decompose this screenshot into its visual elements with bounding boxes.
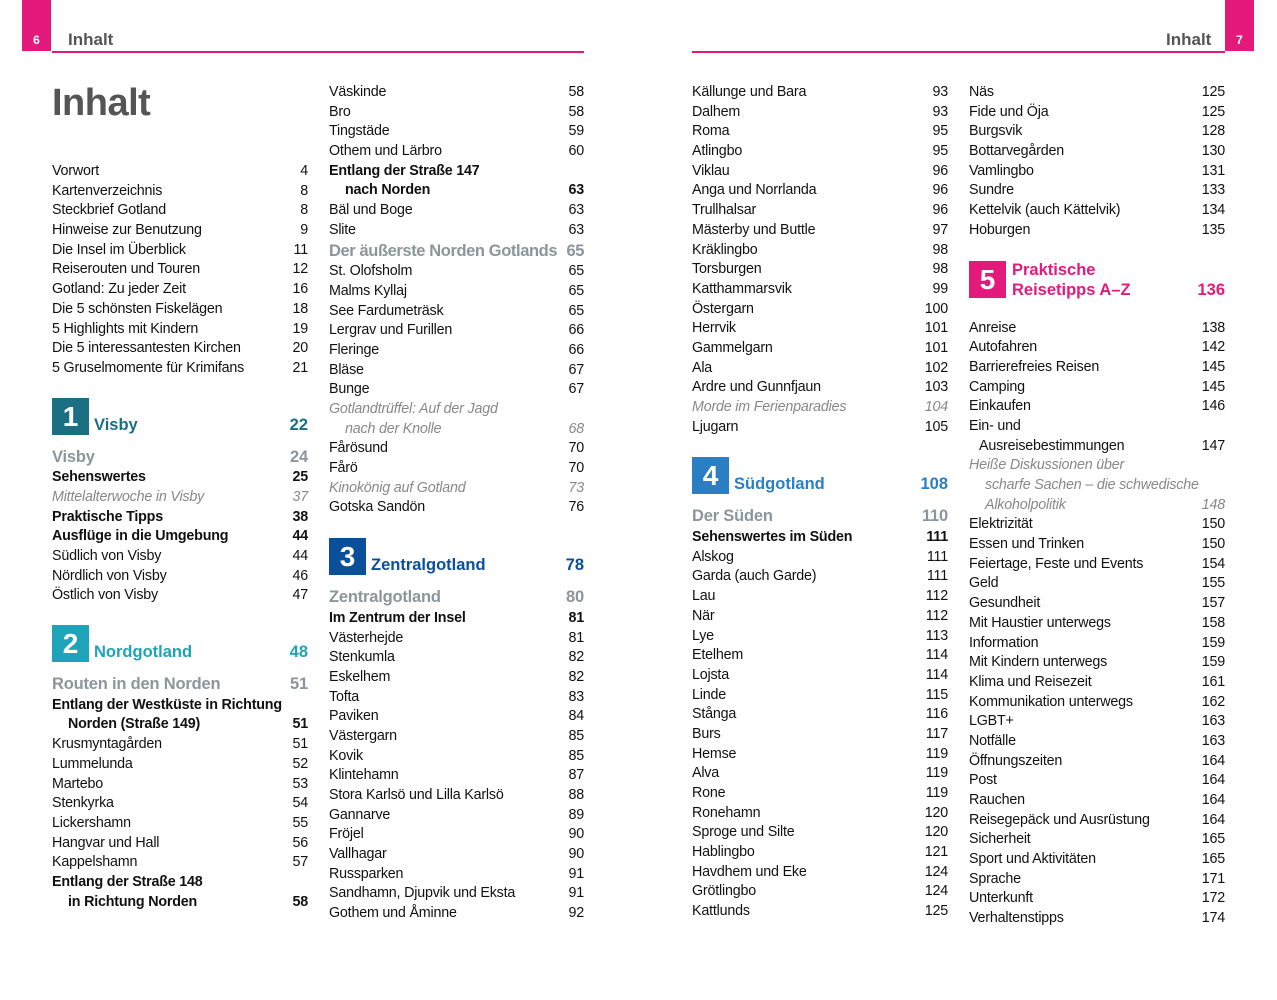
chapter-2-heading[interactable] — [52, 623, 308, 662]
toc-entry[interactable]: Reiserouten und Touren 12 — [52, 261, 308, 278]
toc-entry[interactable]: Feiertage, Feste und Events 154 — [969, 555, 1225, 572]
toc-entry[interactable]: Stenkumla 82 — [329, 649, 584, 666]
chapter-1-heading[interactable] — [52, 396, 308, 435]
toc-entry[interactable]: Havdhem und Eke 124 — [692, 863, 948, 880]
toc-entry[interactable]: Bunge 67 — [329, 381, 584, 398]
chapter-3-page: 78 — [565, 556, 584, 575]
toc-entry[interactable]: St. Olofsholm 65 — [329, 263, 584, 280]
right-page-number-tab — [1225, 0, 1254, 51]
toc-column-3 — [692, 83, 948, 922]
toc-entry[interactable]: in Richtung Norden 58 — [68, 893, 308, 910]
toc-feature-entry[interactable]: Morde im Ferienparadies 104 — [692, 399, 948, 415]
toc-entry[interactable]: Krusmyntagården 51 — [52, 736, 308, 753]
toc-entry[interactable]: Västerhejde 81 — [329, 629, 584, 646]
toc-entry[interactable]: Camping 145 — [969, 378, 1225, 395]
toc-entry[interactable]: Ardre und Gunnfjaun 103 — [692, 379, 948, 396]
toc-entry[interactable]: Othem und Lärbro 60 — [329, 143, 584, 160]
toc-entry[interactable]: Sundre 133 — [969, 182, 1225, 199]
toc-column-1 — [52, 162, 308, 912]
toc-entry[interactable]: Garda (auch Garde) 111 — [692, 568, 948, 585]
chapter-4-page: 108 — [920, 475, 948, 494]
toc-entry[interactable]: Ala 102 — [692, 359, 948, 376]
chapter-4-heading[interactable] — [692, 455, 948, 494]
toc-entry[interactable]: Mit Kindern unterwegs 159 — [969, 654, 1225, 671]
toc-entry[interactable]: Ljugarn 105 — [692, 418, 948, 435]
chapter-3-title: Zentralgotland — [371, 556, 486, 575]
toc-entry[interactable]: Barrierefreies Reisen 145 — [969, 358, 1225, 375]
toc-feature-entry[interactable]: Alkoholpolitik 148 — [985, 496, 1225, 513]
toc-entry[interactable]: Lye 113 — [692, 627, 948, 644]
chapter-5-title — [1012, 260, 1197, 300]
toc-entry[interactable]: Klima und Reisezeit 161 — [969, 673, 1225, 690]
toc-entry[interactable]: Lojsta 114 — [692, 666, 948, 683]
toc-entry[interactable]: Fröjel 90 — [329, 826, 584, 843]
toc-entry[interactable]: Östlich von Visby 47 — [52, 587, 308, 604]
toc-entry[interactable]: Ein- und — [969, 417, 1021, 434]
chapter-2-title: Nordgotland — [94, 643, 193, 662]
left-running-head: Inhalt — [68, 30, 114, 49]
region-heading-routen[interactable]: Routen in den Norden 51 — [52, 675, 308, 694]
toc-entry[interactable]: Atlingbo 95 — [692, 143, 948, 160]
toc-feature-entry[interactable]: scharfe Sachen – die schwedische — [985, 477, 1199, 493]
toc-entry[interactable]: Trullhalsar 96 — [692, 202, 948, 219]
toc-entry[interactable]: Hangvar und Hall 56 — [52, 834, 308, 851]
toc-entry[interactable]: Sehenswertes 25 — [52, 469, 308, 486]
toc-entry[interactable]: Elektrizität 150 — [969, 516, 1225, 533]
toc-entry[interactable]: Vamlingbo 131 — [969, 162, 1225, 179]
toc-entry[interactable]: Bro 58 — [329, 103, 584, 120]
toc-entry[interactable]: Kattlunds 125 — [692, 903, 948, 920]
toc-entry[interactable]: Norden (Straße 149) 51 — [68, 716, 308, 733]
toc-entry[interactable]: Dalhem 93 — [692, 103, 948, 120]
chapter-2-page: 48 — [289, 643, 308, 662]
toc-entry[interactable]: Notfälle 163 — [969, 732, 1225, 749]
toc-entry[interactable]: Hoburgen 135 — [969, 221, 1225, 238]
left-page-number-tab — [22, 0, 51, 51]
toc-entry[interactable]: Sport und Aktivitäten 165 — [969, 851, 1225, 868]
toc-entry[interactable]: Öffnungszeiten 164 — [969, 752, 1225, 769]
toc-entry[interactable]: Lau 112 — [692, 588, 948, 605]
toc-entry[interactable]: Die 5 schönsten Fiskelägen 18 — [52, 300, 308, 317]
toc-entry[interactable]: Nördlich von Visby 46 — [52, 567, 308, 584]
toc-entry[interactable]: Verhaltenstipps 174 — [969, 910, 1225, 927]
toc-entry[interactable]: Stenkyrka 54 — [52, 795, 308, 812]
chapter-4-title: Südgotland — [734, 475, 825, 494]
toc-entry[interactable]: Praktische Tipps 38 — [52, 508, 308, 525]
toc-entry[interactable]: Fide und Öja 125 — [969, 103, 1225, 120]
right-header-rule — [692, 51, 1225, 53]
toc-entry[interactable]: Essen und Trinken 150 — [969, 536, 1225, 553]
left-page-number: 6 — [33, 33, 40, 47]
toc-entry[interactable]: Sandhamn, Djupvik und Eksta 91 — [329, 885, 584, 902]
chapter-2-number: 2 — [52, 625, 89, 662]
region-heading-zentral[interactable]: Zentralgotland 80 — [329, 588, 584, 607]
toc-entry[interactable]: Källunge und Bara 93 — [692, 84, 948, 100]
toc-entry[interactable]: Slite 63 — [329, 221, 584, 238]
toc-entry[interactable]: Information 159 — [969, 634, 1225, 651]
toc-entry[interactable]: Bläse 67 — [329, 361, 584, 378]
toc-entry[interactable]: Rone 119 — [692, 785, 948, 801]
region-heading-sueden[interactable]: Der Süden 110 — [692, 507, 948, 526]
toc-entry[interactable]: Alva 119 — [692, 765, 948, 782]
toc-entry[interactable]: Fårösund 70 — [329, 440, 584, 457]
toc-entry[interactable]: Sicherheit 165 — [969, 831, 1225, 848]
toc-entry[interactable]: Ausreisebestimmungen 147 — [979, 437, 1225, 454]
toc-entry[interactable]: Kartenverzeichnis 8 — [52, 182, 308, 199]
toc-column-4 — [969, 83, 1225, 929]
toc-entry[interactable]: Hinweise zur Benutzung 9 — [52, 222, 308, 239]
toc-entry[interactable]: Stora Karlsö und Lilla Karlsö 88 — [329, 787, 584, 803]
toc-entry[interactable]: Post 164 — [969, 772, 1225, 789]
toc-entry[interactable]: Die 5 interessantesten Kirchen 20 — [52, 340, 308, 357]
toc-entry[interactable]: Etelhem 114 — [692, 647, 948, 664]
toc-entry[interactable]: 5 Gruselmomente für Krimifans 21 — [52, 359, 308, 376]
toc-column-2 — [329, 83, 584, 924]
toc-entry[interactable]: Entlang der Straße 147 — [329, 162, 480, 179]
toc-entry[interactable]: Gothem und Åminne 92 — [329, 905, 584, 922]
toc-entry[interactable]: See Fardumeträsk 65 — [329, 302, 584, 319]
chapter-4-number: 4 — [692, 457, 729, 494]
page-title: Inhalt — [52, 82, 151, 124]
toc-entry[interactable]: Ronehamn 120 — [692, 804, 948, 821]
toc-entry[interactable]: Kommunikation unterwegs 162 — [969, 693, 1225, 710]
toc-entry[interactable]: Hemse 119 — [692, 745, 948, 762]
toc-entry[interactable]: Fårö 70 — [329, 460, 584, 477]
toc-entry[interactable]: Katthammarsvik 99 — [692, 280, 948, 297]
toc-entry[interactable]: Hablingbo 121 — [692, 844, 948, 861]
toc-entry[interactable]: Vallhagar 90 — [329, 846, 584, 863]
toc-entry[interactable]: Stånga 116 — [692, 706, 948, 723]
chapter-3-number: 3 — [329, 538, 366, 575]
toc-entry[interactable]: Reisegepäck und Ausrüstung 164 — [969, 811, 1225, 828]
toc-entry[interactable]: Sproge und Silte 120 — [692, 824, 948, 841]
toc-feature-entry[interactable]: Gotlandtrüffel: Auf der Jagd — [329, 401, 498, 417]
toc-entry[interactable]: Kettelvik (auch Kättelvik) 134 — [969, 202, 1225, 219]
chapter-1-page: 22 — [289, 415, 308, 434]
chapter-1-title: Visby — [94, 415, 138, 434]
toc-entry[interactable]: Martebo 53 — [52, 775, 308, 792]
toc-entry[interactable]: Steckbrief Gotland 8 — [52, 202, 308, 219]
toc-entry[interactable]: Gannarve 89 — [329, 806, 584, 823]
toc-entry[interactable]: Anga und Norrlanda 96 — [692, 182, 948, 199]
toc-entry[interactable]: Gammelgarn 101 — [692, 339, 948, 356]
toc-entry[interactable]: Torsburgen 98 — [692, 261, 948, 278]
toc-entry[interactable]: Mit Haustier unterwegs 158 — [969, 614, 1225, 631]
toc-entry[interactable]: Tofta 83 — [329, 688, 584, 705]
toc-entry[interactable]: Paviken 84 — [329, 708, 584, 725]
toc-entry[interactable]: Eskelhem 82 — [329, 668, 584, 685]
toc-entry[interactable]: Geld 155 — [969, 575, 1225, 592]
toc-entry[interactable]: Sehenswertes im Süden 111 — [692, 529, 948, 546]
left-header-rule — [52, 51, 584, 53]
toc-entry[interactable]: Die Insel im Überblick 11 — [52, 241, 308, 258]
toc-feature-entry[interactable]: Heiße Diskussionen über — [969, 457, 1125, 474]
toc-entry[interactable]: Lummelunda 52 — [52, 755, 308, 772]
toc-entry[interactable]: Gotska Sandön 76 — [329, 499, 584, 516]
toc-entry[interactable]: Autofahren 142 — [969, 339, 1225, 356]
toc-entry[interactable]: Herrvik 101 — [692, 320, 948, 337]
toc-feature-entry[interactable]: nach der Knolle 68 — [345, 420, 584, 437]
chapter-5-title-line-1: Praktische — [1012, 260, 1096, 279]
toc-entry[interactable]: Roma 95 — [692, 123, 948, 140]
toc-entry[interactable]: Tingstäde 59 — [329, 123, 584, 140]
toc-entry[interactable]: Malms Kyllaj 65 — [329, 282, 584, 299]
toc-entry[interactable]: Grötlingbo 124 — [692, 883, 948, 900]
toc-entry[interactable]: Kappelshamn 57 — [52, 854, 308, 871]
toc-entry[interactable]: Vorwort 4 — [52, 163, 308, 179]
toc-entry[interactable]: Einkaufen 146 — [969, 398, 1225, 415]
toc-entry[interactable]: Südlich von Visby 44 — [52, 548, 308, 564]
toc-entry[interactable]: 5 Highlights mit Kindern 19 — [52, 320, 308, 337]
region-heading-far-north[interactable]: Der äußerste Norden Gotlands 65 — [329, 241, 584, 260]
chapter-5-number: 5 — [969, 261, 1006, 298]
intro-list — [52, 162, 308, 379]
toc-entry[interactable]: Anreise 138 — [969, 319, 1225, 336]
toc-entry[interactable]: Russparken 91 — [329, 865, 584, 882]
toc-entry[interactable]: När 112 — [692, 607, 948, 624]
toc-entry[interactable]: Gesundheit 157 — [969, 595, 1225, 612]
chapter-1-number: 1 — [52, 398, 89, 435]
toc-entry[interactable]: Kräklingbo 98 — [692, 241, 948, 258]
right-page-number: 7 — [1236, 33, 1243, 47]
toc-entry[interactable]: Fleringe 66 — [329, 341, 584, 358]
toc-entry[interactable]: Ausflüge in die Umgebung 44 — [52, 528, 308, 545]
toc-entry[interactable]: Gotland: Zu jeder Zeit 16 — [52, 281, 308, 298]
toc-entry[interactable]: Im Zentrum der Insel 81 — [329, 609, 584, 626]
region-heading-visby[interactable]: Visby 24 — [52, 447, 308, 466]
toc-entry[interactable]: Näs 125 — [969, 84, 1225, 100]
toc-entry[interactable]: Kovik 85 — [329, 747, 584, 764]
toc-entry[interactable]: Lergrav und Furillen 66 — [329, 322, 584, 339]
toc-entry[interactable]: Östergarn 100 — [692, 300, 948, 317]
toc-entry[interactable]: Linde 115 — [692, 686, 948, 703]
chapter-5-page: 136 — [1197, 280, 1225, 299]
toc-entry[interactable]: Klintehamn 87 — [329, 767, 584, 784]
toc-entry[interactable]: Väskinde 58 — [329, 84, 584, 100]
toc-feature-entry[interactable]: Mittelalterwoche in Visby 37 — [52, 488, 308, 505]
toc-entry[interactable]: Bäl und Boge 63 — [329, 202, 584, 219]
toc-entry[interactable]: nach Norden 63 — [345, 182, 584, 199]
toc-entry[interactable]: Rauchen 164 — [969, 792, 1225, 808]
toc-entry[interactable]: Sprache 171 — [969, 870, 1225, 887]
toc-entry[interactable]: Västergarn 85 — [329, 727, 584, 744]
toc-entry[interactable]: Entlang der Straße 148 — [52, 873, 203, 890]
toc-entry[interactable]: Burs 117 — [692, 725, 948, 742]
chapter-5-title-line-2: Reisetipps A–Z — [1012, 280, 1131, 299]
toc-entry[interactable]: Burgsvik 128 — [969, 123, 1225, 140]
toc-entry[interactable]: Mästerby und Buttle 97 — [692, 221, 948, 238]
toc-entry[interactable]: Bottarvegården 130 — [969, 143, 1225, 160]
toc-entry[interactable]: Viklau 96 — [692, 162, 948, 179]
chapter-3-heading[interactable] — [329, 536, 584, 575]
toc-entry[interactable]: Entlang der Westküste in Richtung — [52, 696, 282, 713]
toc-entry[interactable]: Alskog 111 — [692, 548, 948, 565]
toc-feature-entry[interactable]: Kinokönig auf Gotland 73 — [329, 479, 584, 496]
toc-entry[interactable]: Lickershamn 55 — [52, 814, 308, 831]
toc-entry[interactable]: LGBT+ 163 — [969, 713, 1225, 730]
right-running-head: Inhalt — [1166, 30, 1212, 49]
toc-entry[interactable]: Unterkunft 172 — [969, 890, 1225, 907]
chapter-5-heading[interactable] — [969, 260, 1225, 298]
